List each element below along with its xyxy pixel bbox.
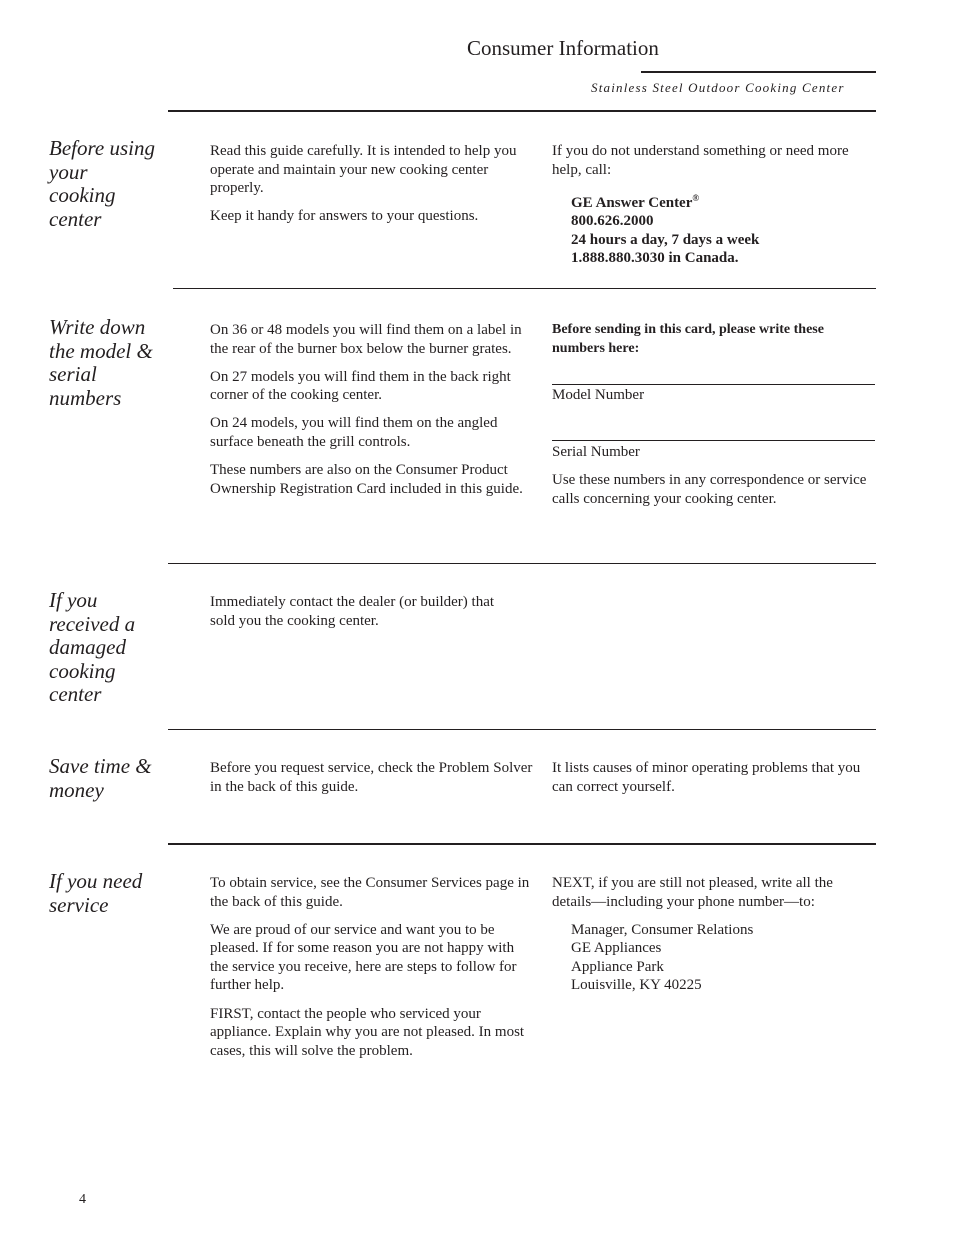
section-divider bbox=[168, 563, 876, 564]
page-subtitle: Stainless Steel Outdoor Cooking Center bbox=[591, 80, 845, 95]
paragraph: On 36 or 48 models you will find them on a label in the rear of the burner box below the burner grates. bbox=[210, 322, 522, 357]
paragraph: Read this guide carefully. It is intended to help you operate and maintain your new cooking center properly. bbox=[210, 143, 517, 197]
paragraph: If you do not understand something or need more help, call: bbox=[552, 143, 849, 178]
header-divider bbox=[641, 71, 876, 73]
paragraph: FIRST, contact the people who serviced your appliance. Explain why you are not pleased. In most cases, this will solve the problem. bbox=[210, 1005, 525, 1059]
section-divider bbox=[173, 288, 876, 289]
section-divider bbox=[168, 843, 876, 845]
page-number: 4 bbox=[79, 1192, 86, 1207]
before-using-left-column bbox=[210, 142, 535, 235]
paragraph: Keep it handy for answers to your questions. bbox=[210, 208, 479, 225]
address-line: Louisville, KY 40225 bbox=[571, 977, 702, 994]
section-divider bbox=[168, 729, 876, 730]
paragraph: To obtain service, see the Consumer Services page in the back of this guide. bbox=[210, 875, 530, 910]
serial-number-line bbox=[552, 440, 875, 441]
model-number-line bbox=[552, 384, 875, 385]
section-divider bbox=[168, 110, 876, 112]
paragraph: Immediately contact the dealer (or builder) that sold you the cooking center. bbox=[210, 594, 495, 629]
contact-phone: 800.626.2000 bbox=[571, 213, 654, 230]
section-heading-before-using: Before using your cooking center bbox=[49, 136, 155, 231]
section-heading-service: If you need service bbox=[49, 869, 143, 917]
damaged-left-column bbox=[210, 593, 520, 640]
service-left-column bbox=[210, 874, 535, 1070]
save-time-left-column bbox=[210, 759, 535, 806]
address-line: GE Appliances bbox=[571, 940, 662, 957]
paragraph: It lists causes of minor operating problems that you can correct yourself. bbox=[552, 760, 861, 795]
address-line: Appliance Park bbox=[571, 958, 664, 975]
section-heading-save-time: Save time & money bbox=[49, 754, 152, 802]
contact-canada: 1.888.880.3030 in Canada. bbox=[571, 250, 739, 267]
paragraph: We are proud of our service and want you to be pleased. If for some reason you are not happy with the service you receive, here are steps to follow for further help. bbox=[210, 921, 517, 994]
address-line: Manager, Consumer Relations bbox=[571, 921, 754, 938]
paragraph: Before you request service, check the Problem Solver in the back of this guide. bbox=[210, 760, 533, 795]
use-numbers-note: Use these numbers in any correspondence or service calls concerning your cooking center. bbox=[552, 472, 867, 507]
serial-number-label: Serial Number bbox=[552, 444, 640, 460]
contact-hours: 24 hours a day, 7 days a week bbox=[571, 231, 760, 248]
paragraph: On 24 models, you will find them on the angled surface beneath the grill controls. bbox=[210, 415, 498, 450]
model-number-label: Model Number bbox=[552, 387, 645, 403]
section-heading-model-serial: Write down the model & serial numbers bbox=[49, 315, 153, 410]
section-heading-damaged: If you received a damaged cooking center bbox=[49, 588, 136, 706]
card-note: Before sending in this card, please write these numbers here: bbox=[552, 322, 824, 356]
mailing-address bbox=[571, 921, 872, 995]
service-right-column bbox=[552, 874, 872, 995]
before-using-right-column bbox=[552, 142, 872, 268]
model-serial-left-column bbox=[210, 321, 535, 508]
contact-block bbox=[571, 189, 872, 268]
paragraph: On 27 models you will find them in the back right corner of the cooking center. bbox=[210, 368, 511, 404]
contact-name: GE Answer Center® bbox=[571, 192, 700, 211]
save-time-right-column bbox=[552, 759, 877, 806]
paragraph: These numbers are also on the Consumer Product Ownership Registration Card included in this guide. bbox=[210, 462, 523, 497]
page-title: Consumer Information bbox=[467, 36, 659, 60]
paragraph: NEXT, if you are still not pleased, write all the details—including your phone number—to: bbox=[552, 875, 833, 910]
